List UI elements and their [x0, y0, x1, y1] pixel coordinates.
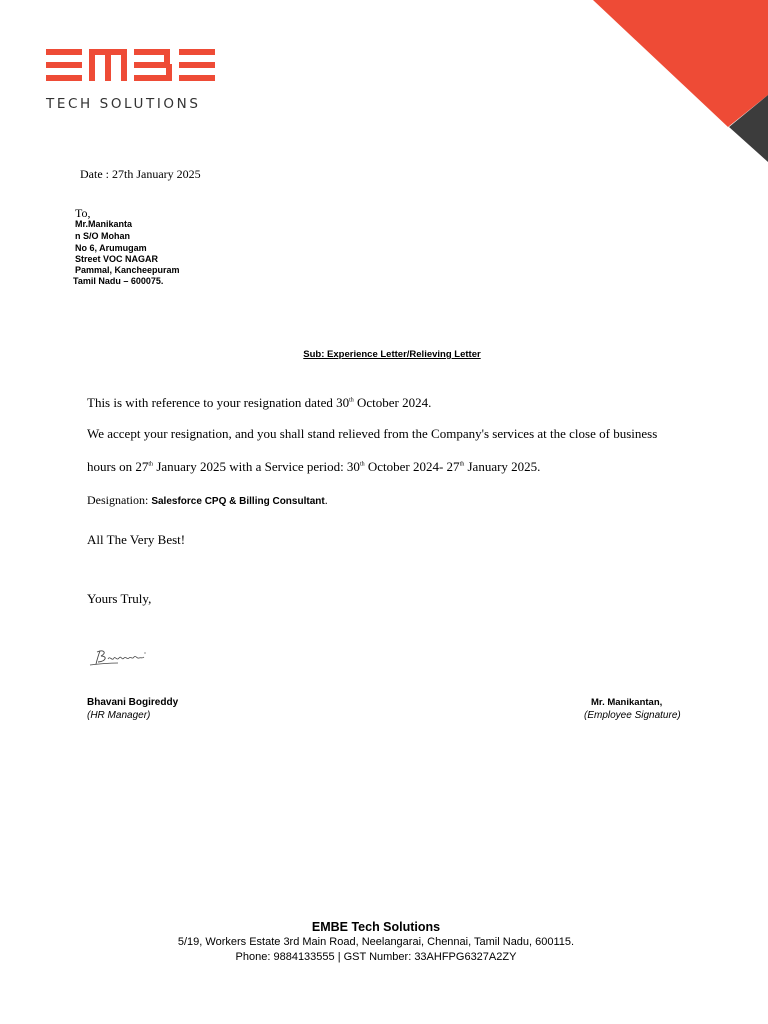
- designation-end: .: [324, 493, 328, 507]
- embe-logo-icon: [45, 46, 217, 94]
- hr-role: (HR Manager): [87, 710, 151, 721]
- handwritten-signature-icon: [88, 646, 152, 668]
- employee-name: Mr. Manikantan,: [591, 697, 663, 708]
- paragraph-service-period: [87, 459, 540, 475]
- letter-date: Date : 27th January 2025: [80, 167, 201, 181]
- address-line: No 6, Arumugam: [75, 243, 147, 253]
- designation-value: Salesforce CPQ & Billing Consultant: [151, 496, 325, 507]
- recipient-salutation: To,: [75, 206, 91, 220]
- ordinal-suffix: th: [359, 461, 365, 468]
- closing-text: Yours Truly,: [87, 591, 152, 606]
- designation-label: Designation:: [87, 493, 152, 507]
- hr-signature: [88, 646, 152, 673]
- footer-contact: Phone: 9884133555 | GST Number: 33AHFPG6327A2ZY: [235, 951, 517, 963]
- text-fragment: October 2024- 27: [364, 459, 460, 474]
- footer-company-name: EMBE Tech Solutions: [311, 920, 441, 934]
- paragraph-resignation-reference: [87, 395, 431, 411]
- text-fragment: October 2024.: [353, 395, 432, 410]
- company-logo: [45, 46, 217, 99]
- address-line: Street VOC NAGAR: [75, 254, 159, 264]
- text-fragment: January 2025 with a Service period: 30: [153, 459, 360, 474]
- address-line: Pammal, Kancheepuram: [75, 265, 180, 275]
- address-line: n S/O Mohan: [75, 231, 130, 241]
- hr-name: Bhavani Bogireddy: [87, 697, 179, 708]
- ordinal-suffix: th: [459, 461, 465, 468]
- corner-triangle-icon: [593, 0, 768, 165]
- employee-signature-label: (Employee Signature): [584, 710, 681, 721]
- text-fragment: January 2025.: [464, 459, 541, 474]
- ordinal-suffix: th: [148, 461, 154, 468]
- text-fragment: hours on 27: [87, 459, 149, 474]
- ordinal-suffix: th: [349, 397, 354, 404]
- wishes-text: All The Very Best!: [87, 532, 186, 547]
- paragraph-acceptance: We accept your resignation, and you shall stand relieved from the Company's services at the close of business: [87, 426, 658, 441]
- address-line: Tamil Nadu – 600075.: [73, 276, 164, 286]
- text-fragment: This is with reference to your resignation dated 30: [87, 395, 350, 410]
- designation-line: [87, 493, 328, 508]
- corner-decoration: [593, 0, 768, 170]
- letter-subject: Sub: Experience Letter/Relieving Letter: [303, 349, 481, 360]
- logo-subtitle: TECH SOLUTIONS: [46, 96, 201, 112]
- footer-address: 5/19, Workers Estate 3rd Main Road, Neelangarai, Chennai, Tamil Nadu, 600115.: [177, 936, 575, 948]
- address-line: Mr.Manikanta: [75, 219, 133, 229]
